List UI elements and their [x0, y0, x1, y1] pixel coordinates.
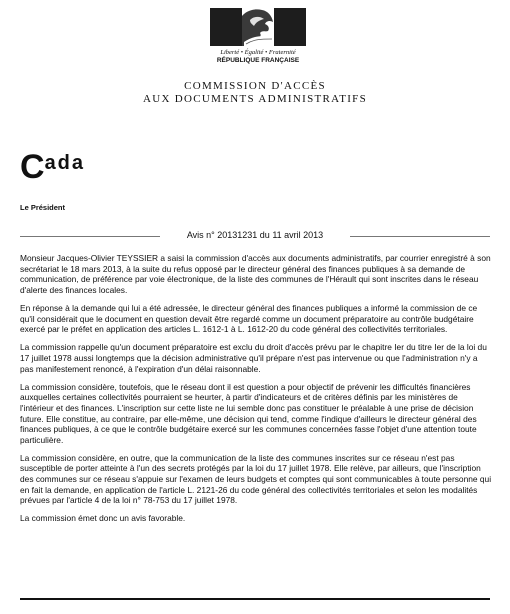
paragraph: La commission émet donc un avis favorable. [20, 513, 186, 524]
cada-logo-text: ada [44, 152, 86, 174]
commission-title-line1: COMMISSION D'ACCÈS [184, 80, 326, 92]
paragraph: En réponse à la demande qui lui a été adressée, le directeur général des finances publiques a informé la commission de ce qu'il considérait que le document en question devait être regardé comme un document préparatoire au contrôle budgétaire exercé par le préfet en application des articles L. 1612-1 à L. 1612-20 du code général des collectivités territoriales. [20, 302, 478, 335]
paragraph: Monsieur Jacques-Olivier TEYSSIER a saisi la commission d'accès aux documents administratifs, par courrier enregistré à son secrétariat le 18 mars 2013, à la suite du refus opposé par le directeur général des finances publiques à sa demande de communication, de préférence par voie électronique, de la liste des communes de l'Hérault qui sont inscrites dans le réseau d'alerte des finances locales. [20, 253, 491, 295]
paragraph: La commission rappelle qu'un document préparatoire est exclu du droit d'accès prévu par le chapitre Ier du titre Ier de la loi du 17 juillet 1978 aussi longtemps que la décision administrative qu'il prépare n'est pas intervenue ou que l'administration n'y a pas manifestement renoncé, à l'expiration d'un délai raisonnable. [20, 342, 487, 374]
cada-logo [20, 148, 85, 187]
paragraph: La commission considère, toutefois, que le réseau dont il est question a pour objectif de prévenir les difficultés financières auxquelles certaines collectivités pourraient se heurter, à partir d'indicateurs et de critères définis par les ministères de l'intérieur et des finances. L'inscription sur cette liste ne lui semble donc pas constituer le préalable à une prise de décision future. Elle constitue, au contraire, par elle-même, une décision qui tend, comme l'indique d'ailleurs le directeur général des finances publiques, à ce que le contrôle budgétaire exercé sur les communes concernées fasse l'objet d'une attention toute particulière. [20, 381, 477, 445]
commission-title-line2: AUX DOCUMENTS ADMINISTRATIFS [142, 93, 368, 105]
avis-body [20, 253, 492, 532]
bottom-divider [20, 598, 490, 600]
republique-francaise-label: RÉPUBLIQUE FRANÇAISE [216, 57, 300, 64]
marianne-emblem-icon [210, 8, 306, 46]
cada-logo-initial: C [20, 148, 45, 186]
commission-title [0, 80, 510, 106]
republic-motto: Liberté • Égalité • Fraternité [220, 49, 296, 56]
president-label: Le Président [20, 203, 66, 212]
avis-title: Avis n° 20131231 du 11 avril 2013 [186, 230, 324, 240]
paragraph: La commission considère, en outre, que la communication de la liste des communes inscrites sur ce réseau n'est pas susceptible de porter atteinte à l'un des secrets protégés par la loi du 17 juillet 1978. Elle relève, par ailleurs, que l'inscription des communes sur ce réseau s'appuie sur l'examen de leurs budgets et comptes qui sont communicables à toute personne qui en fait la demande, en application de l'article L. 2121-26 du code général des collectivités territoriales et selon les modalités prévues par l'article 4 de la loi n° 78-753 du 17 juillet 1978. [20, 452, 492, 506]
republique-francaise-logo [196, 8, 320, 64]
